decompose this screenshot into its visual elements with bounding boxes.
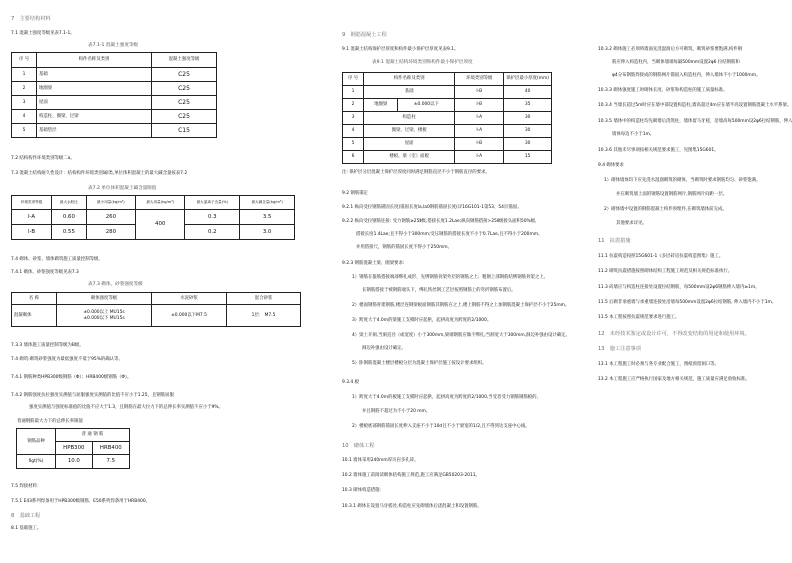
section-11-heading: 11 抗震措施 — [598, 238, 631, 244]
table-header: 最大氯离子含量(%) — [185, 196, 240, 210]
section-12-heading: 12 未经技术鉴定或设计许可，不得改变结构的用途和使用环境。 — [598, 331, 750, 337]
table-7-3-caption: 表7.3 砌体、砂浆强度等级 — [88, 282, 143, 287]
clause-9-2-3-3: 3）跨度大于4.0m的梁施工支模时应起拱，起拱高度为跨度的2/1000。 — [352, 318, 492, 323]
table-cell: 3 — [343, 112, 364, 125]
clause-10-3-2b: 筋应伸入构造柱内，当砌体墙端每隔500mm设置2φ6 拉结钢筋和 — [612, 60, 740, 65]
table-header-row — [12, 53, 217, 68]
table-cell: 5 — [343, 138, 364, 151]
table-row — [12, 210, 295, 225]
clause-9-4-1b: 并在砌筑墙上面的钢筋设置钢筋网片,钢筋网片间距一层。 — [616, 192, 728, 197]
section-13-heading: 13 施工注意事项 — [598, 346, 641, 352]
table-cell: C15 — [152, 124, 217, 138]
clause-9-2-3-4b: 洞边补强由设计确定。 — [362, 346, 406, 351]
section-10-heading: 10 砌体工程 — [342, 443, 375, 449]
table-9-1 — [342, 72, 552, 164]
table-7-3 — [11, 292, 301, 327]
table-header: 最小用量(kg/m³) — [86, 196, 135, 210]
clause-10-3: 10.3 砌体构造措施： — [342, 488, 384, 493]
table-header: 构件名称及类别 — [37, 53, 152, 68]
table-cell: I-B — [455, 99, 504, 112]
clause-10-3-2a: 10.3.2 砌体施工必须将墙面先浇湿润后方可砌筑，砌筑砂浆要饱满,构件钢 — [598, 47, 743, 52]
clause-7-4-1b: 7.4.1 钢筋种类HPB300级钢筋（Φ）；HRB400级钢筋（Φ）。 — [11, 375, 132, 380]
table-header: 序 号 — [343, 73, 364, 86]
table-cell: 280 — [86, 225, 135, 240]
clause-9-2: 9.2 钢筋锚定 — [342, 191, 368, 196]
table-row — [12, 96, 217, 110]
clause-9-2-2a: 9.2.2 纵向受拉钢筋连接: 受力钢筋≥25Ⅱ级,搭接长度1.2Lae;纵向钢筋搭接>25Ⅱ级接头面积50%级, — [342, 219, 537, 224]
clause-9-2-3-4a: 4）梁上开洞,当洞直径（或宽度）小于300mm,梁端钢筋应做不绑扎;当洞宽大于300mm,洞边补强由设计确定。 — [352, 333, 570, 338]
table-header-row — [343, 73, 552, 86]
table-cell: I-A — [455, 151, 504, 164]
table-7-2 — [11, 195, 295, 240]
table-cell: 3.0 — [240, 225, 295, 240]
clause-7-5-1: 7.5.1 E43系列焊条用于HPB300级钢筋，E50系列焊条用于HRB400。 — [11, 499, 151, 504]
right-column — [590, 0, 792, 563]
table-header: 构件名称及类别 — [364, 73, 455, 86]
table-cell: 0.3 — [185, 210, 240, 225]
table-cell: 地圈梁 — [364, 99, 398, 112]
table-header: 砌体强度等级 — [57, 293, 152, 305]
table-header: 名 称 — [12, 293, 57, 305]
clause-8-1: 8.1 基础施工。 — [11, 526, 42, 531]
table-header-row — [17, 429, 130, 442]
table-header: 普 通 钢 筋 — [56, 429, 130, 442]
table-row — [12, 110, 217, 124]
table-cell: 7.5 — [92, 455, 129, 469]
table-9-1-note: 注: 保护层分层混凝土保护层厚度同时满足钢筋直径不小于钢筋直径的要求。 — [342, 170, 490, 175]
table-7-1-1 — [11, 52, 217, 138]
table-header: 钢筋品种 — [17, 429, 56, 455]
table-header: 最大水胶比 — [52, 196, 87, 210]
clause-9-2-3-5: 5）卧钢筋混凝土楼层楼板分层为混凝土保护层施工按设计要求组织。 — [352, 361, 487, 366]
table-header: 最大碱含量(kg/m³) — [240, 196, 295, 210]
clause-9-2-2b: 搭接长度1.4Lae;且不得小于300mm;受压钢筋的搭接长度不小于0.7Lae,且不得小于200mm。 — [356, 232, 543, 237]
clause-10-3-5b: 墙体每边不小于1m。 — [612, 132, 655, 137]
table-cell: I-B — [455, 138, 504, 151]
clause-7-3-3: 7.3.3 墙体施工质量控制等级为B级。 — [11, 343, 84, 348]
table-cell: I-B — [12, 225, 52, 240]
table-cell: C25 — [152, 82, 217, 96]
clause-7-5: 7.5 焊接材料： — [11, 484, 42, 489]
table-header: 最大用量(kg/m³) — [136, 196, 185, 210]
clause-10-3-4: 10.3.4 当墙长超过5m时应在墙中部设置构造柱,墙高超过4m应在墙半高设置钢筋混凝土水平系梁。 — [598, 103, 792, 108]
table-cell: ±0.000以下 — [398, 99, 455, 112]
table-header: 保护层最小厚度(mm) — [504, 73, 552, 86]
table-elongation — [16, 428, 130, 469]
table-row — [343, 125, 552, 138]
clause-9-2-3-1a: 1）钢筋在箍筋搭接端部绑扎成形，先绑钢筋骨架外层的钢筋之上；粗钢上部钢筋结绑钢筋骨架之上。 — [352, 275, 548, 280]
table-cell: 6 — [343, 151, 364, 164]
middle-column — [300, 0, 590, 563]
table-cell: 3.5 — [240, 210, 295, 225]
table-cell: 1层： M7.5 — [227, 305, 301, 327]
clause-7-3: 7.3 混凝土结构耐久性设计：结构构件环境类别属I类,单位体积混凝土的最大碱含量按表7.2 — [11, 171, 188, 176]
clause-10-1: 10.1 墙体采用240mm厚页岩多孔砖。 — [342, 458, 419, 463]
table-row — [12, 305, 301, 327]
table-cell: 5 — [12, 124, 37, 138]
clause-7-1: 7.1 混凝土强度等级见表7.1-1。 — [11, 31, 75, 36]
clause-9-4-1: 1）砌体墙体均下应先浇水湿润砌筑的砌体，当砌筑时要求钢筋均匀、砂浆饱满。 — [604, 178, 761, 183]
table-row — [343, 112, 552, 125]
table-header: HPB300 — [56, 442, 93, 455]
table-cell: 1 — [343, 86, 364, 99]
clause-7-4-2b: 强度实测值与强度标准值的比值不应大于1.3，且钢筋在最大拉力下的总伸长率实测值不应小于9%。 — [29, 405, 223, 410]
clause-10-3-3: 10.3.3 砌体强度施工时砌体长度、砂浆和构造柱的施工质量标准。 — [598, 88, 728, 93]
table-cell: 2 — [12, 82, 37, 96]
table-cell: 4 — [343, 125, 364, 138]
masonry-grade-above: ±0.000以上 MU15s — [83, 310, 125, 315]
table-cell: ±0.000以下M7.5 — [152, 305, 227, 327]
table-cell: 屋面 — [37, 96, 152, 110]
table-cell: 构造柱 — [364, 112, 455, 125]
table-9-1-caption: 表9.1 混凝土结构环境类别和构件最小保护层厚度 — [372, 60, 473, 65]
clause-11-5: 11.5 本工程按照抗震规范要求进行施工。 — [598, 315, 680, 320]
clause-11-1: 11.1 抗震构造按照15G601-1《多层砖房抗震构造图集》施工。 — [598, 254, 724, 259]
table-cell: I-B — [455, 86, 504, 99]
table-row — [343, 138, 552, 151]
table-cell: 40 — [504, 86, 552, 99]
table-header-row — [12, 293, 301, 305]
table-cell: 构造柱、圈梁、过梁 — [37, 110, 152, 124]
clause-9-3-4-1b: 并且钢筋不超过为不小于20 mm。 — [362, 409, 431, 414]
section-8-heading: 8 基础工程 — [11, 513, 41, 519]
clause-9-4-2: 2）砌体墙中设置的钢筋混凝土构件预埋件,在砌筑墙体前完成。 — [604, 207, 727, 212]
table-cell: 楼板、梁（室）面板 — [364, 151, 455, 164]
table-cell: 1 — [12, 68, 37, 82]
table-row — [343, 86, 552, 99]
clause-7-4: 7.4 砌体、砂浆、墙体砌筑施工质量控制等级。 — [11, 257, 103, 262]
table-header: 环境类别等级 — [12, 196, 52, 210]
clause-10-3-2c: φ4分布钢筋焊接成的钢筋网片锚固入构造柱内，伸入墙体不小于1000mm。 — [612, 73, 761, 78]
table-cell: C25 — [152, 110, 217, 124]
table-cell: 30 — [504, 112, 552, 125]
clause-13-2: 13.2 本工程施工应严格执行国家及地方相关规范，施工质量应满足验收标准。 — [598, 377, 750, 382]
clause-9-4: 9.4 砌体要求 — [598, 163, 624, 168]
table-header: 混凝土强度等级 — [152, 53, 217, 68]
table-cell: C25 — [152, 96, 217, 110]
table-cell — [57, 305, 152, 327]
table-cell: 30 — [504, 125, 552, 138]
table-7-2-caption: 表7.2 单位体积混凝土碱含量限值 — [88, 186, 157, 191]
table-cell: I-A — [12, 210, 52, 225]
clause-9-2-3-1b: 长钢筋搭接于被钢筋端头下，绑扎铁丝钢工艺层按照钢筋上的弯折钢筋布置后。 — [362, 288, 516, 293]
table-cell: 260 — [86, 210, 135, 225]
table-cell: 0.55 — [52, 225, 87, 240]
clause-9-2-3: 9.2.3 钢筋混凝土梁、圈梁要求: — [342, 261, 405, 266]
left-column — [0, 0, 283, 563]
table-header: 水泥砂浆 — [152, 293, 227, 305]
clause-10-3-5a: 10.3.5 墙体中的构造柱均先砌墙后浇筑柱，墙体留马牙槎，沿墙高每500mm设2φ6拉结钢筋，伸入 — [598, 119, 792, 124]
clause-11-3: 11.3 砖墙应与构造柱连接处设置拉结钢筋，每500mm设2φ6钢筋伸入墙内≥1m。 — [598, 285, 760, 290]
clause-11-4: 11.5 后砌非承重墙与承重墙连接处沿墙每500mm设置2φ6拉结钢筋, 伸入墙内不小于1m。 — [598, 300, 777, 305]
table-cell: C25 — [152, 68, 217, 82]
table-row — [343, 151, 552, 164]
clause-9-3-4: 9.3.4 板 — [342, 380, 359, 385]
table-cell: 15 — [504, 151, 552, 164]
clause-7-4-1: 7.4.1 砌体、砂浆强度等级见表7.3 — [11, 270, 79, 275]
table-cell: I-A — [455, 112, 504, 125]
table-cell: 3 — [12, 96, 37, 110]
section-9-heading: 9 钢筋混凝土工程 — [342, 32, 387, 38]
table-cell: 35 — [504, 99, 552, 112]
table-header: HRB400 — [92, 442, 129, 455]
table-row — [12, 82, 217, 96]
table-cell: 基础 — [364, 86, 455, 99]
clause-10-3-6: 10.3.6 其他未尽事项按相关规范要求施工，见图集15G601。 — [598, 148, 719, 153]
table-cell: 基础 — [37, 68, 152, 82]
clause-7-4-2a: 7.4.2 钢筋强度抗拉强度实测值与屈服强度实测值的比值不应小于1.25，且钢筋屈服 — [11, 393, 174, 398]
clause-9-2-2c: 并用搭接尺，钢筋的锚固长度不得小于250mm。 — [356, 245, 452, 250]
table-header: 序 号 — [12, 53, 37, 68]
clause-7-2: 7.2 结构构件环境类别等级二a。 — [11, 156, 75, 161]
table-cell: 400 — [136, 210, 185, 240]
table-row — [343, 99, 552, 112]
masonry-grade-below: ±0.000以下 MU15s — [83, 315, 125, 321]
table-row — [12, 68, 217, 82]
table-row — [12, 124, 217, 138]
table-cell: 4 — [12, 110, 37, 124]
clause-9-2-3-2: 2）楼面钢筋骨架钢筋,楼层连钢梁板面钢筋其钢筋在之上,楼上钢筋不得之上加钢筋混凝土保护层不小于25mm。 — [352, 303, 570, 308]
clause-7-4-note: 7.4 砌筑:砌筑砂浆强度为最低强度不低于95%的确认等。 — [11, 357, 123, 362]
table-cell: 混凝砌体 — [12, 305, 57, 327]
clause-9-1: 9.1 混凝土结构保护层厚度和构件最小保护层厚度见表9.1。 — [342, 47, 459, 52]
section-7-heading: 7 主要结构材料 — [11, 16, 51, 22]
table-cell: I-A — [455, 125, 504, 138]
table-cell: 30 — [504, 138, 552, 151]
table-cell: δgt(%) — [17, 455, 56, 469]
clause-10-3-1: 10.3.1 砌体在设置马牙槎处,构造柱应先砌墙体后浇混凝土和设置钢筋。 — [342, 504, 482, 509]
clause-9-3-4-1a: 1）跨度大于4.0m的板施工支模时应起拱，起拱高度为跨度的2/1000,当受者受力钢筋钢筋板的, — [352, 395, 538, 400]
table-cell: 屋面 — [364, 138, 455, 151]
table-cell: 地圈梁 — [37, 82, 152, 96]
clause-9-2-1: 9.2.1 纵向受拉钢筋锚固长度(锚固长度la,la0钢筋锚固长度(详16G101-1第53、54页锚固。 — [342, 205, 522, 210]
table-cell: 2 — [343, 99, 364, 112]
table-header: 环境类别等级 — [455, 73, 504, 86]
table-7-1-1-caption: 表7.1-1 混凝土强度等级 — [88, 43, 139, 48]
clause-10-2: 10.2 墙体施工前阅读砌体结构施工规范,施工应满足GB50203-2011。 — [342, 473, 480, 478]
table-cell: 0.60 — [52, 210, 87, 225]
clause-9-3-4-2: 2）楼板底部钢筋锚固长度伸入支座不小于10d且不小于梁宽的1/2,且不得到达支座中心线。 — [352, 424, 530, 429]
clause-11-2: 11.2 砌筑抗震措施按照砌体结构工程施工规范及相关规范标准执行。 — [598, 269, 733, 274]
table-cell: 0.2 — [185, 225, 240, 240]
clause-9-4-2b: 其他要求详见。 — [616, 221, 647, 226]
table-cell: 圈梁、过梁、楼板 — [364, 125, 455, 138]
table-row — [17, 455, 130, 469]
clause-7-4-2c: 普通钢筋最大力下的总伸长率限值 — [17, 419, 83, 424]
table-header: 混合砂浆 — [227, 293, 301, 305]
table-header-row — [12, 196, 295, 210]
table-cell: 基础垫层 — [37, 124, 152, 138]
table-cell: 10.0 — [56, 455, 93, 469]
clause-13-1: 13.1 本工程施工时必须与各专业配合施工，图纸预留洞口等。 — [598, 362, 719, 367]
